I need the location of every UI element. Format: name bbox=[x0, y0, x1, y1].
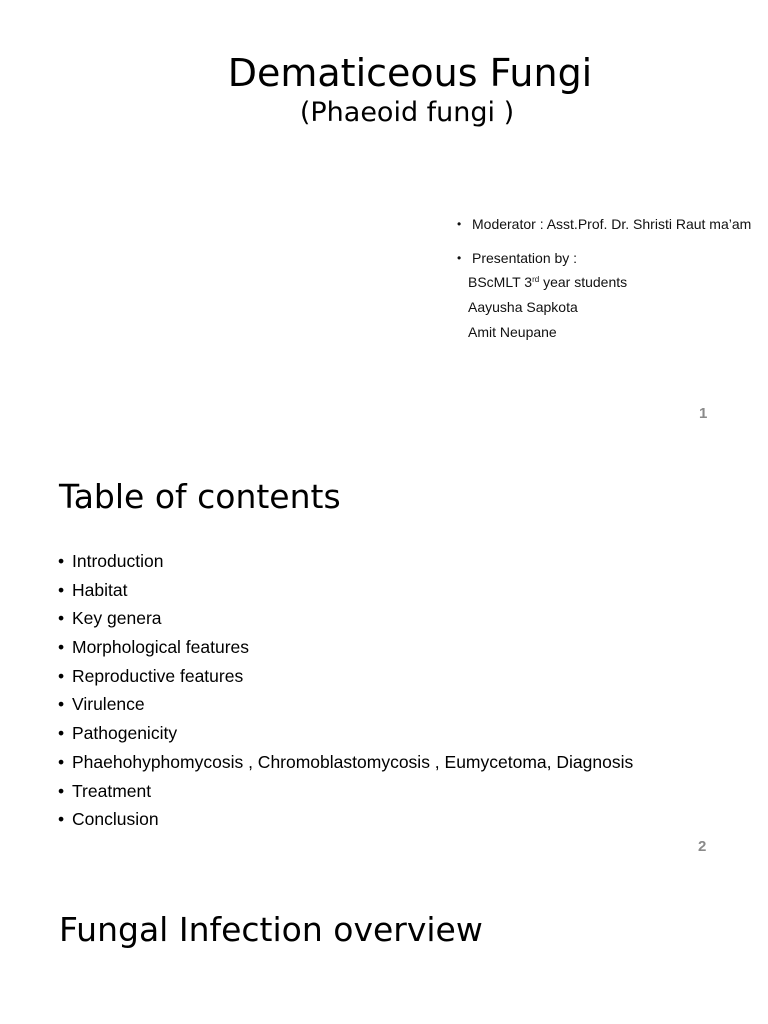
toc-list bbox=[58, 547, 633, 834]
group-superscript: rd bbox=[532, 275, 540, 284]
group-prefix: BScMLT 3 bbox=[468, 274, 533, 290]
presented-by-line: • Presentation by : bbox=[456, 246, 768, 270]
toc-title: Table of contents bbox=[59, 477, 341, 516]
toc-item: • Habitat bbox=[58, 576, 633, 605]
toc-item: • Morphological features bbox=[58, 633, 633, 662]
group-suffix: year students bbox=[539, 274, 628, 290]
toc-item: • Introduction bbox=[58, 547, 633, 576]
toc-item: • Key genera bbox=[58, 604, 633, 633]
toc-item: • Pathogenicity bbox=[58, 719, 633, 748]
toc-item: • Reproductive features bbox=[58, 662, 633, 691]
slide1-subtitle: (Phaeoid fungi ) bbox=[299, 97, 515, 128]
student-name-2: Amit Neupane bbox=[468, 324, 557, 340]
slide2-page-number: 2 bbox=[698, 838, 707, 855]
moderator-line: • Moderator : Asst.Prof. Dr. Shristi Raut ma’am bbox=[456, 212, 768, 236]
toc-item: • Treatment bbox=[58, 777, 633, 806]
student-name-1: Aayusha Sapkota bbox=[468, 299, 578, 315]
toc-item: • Phaehohyphomycosis , Chromoblastomycosis , Eumycetoma, Diagnosis bbox=[58, 748, 633, 777]
credits-block bbox=[456, 212, 768, 345]
student-group-line bbox=[456, 270, 768, 295]
slide3-title: Fungal Infection overview bbox=[59, 910, 483, 949]
toc-item: • Conclusion bbox=[58, 805, 633, 834]
toc-item: • Virulence bbox=[58, 690, 633, 719]
slide1-page-number: 1 bbox=[699, 405, 708, 422]
slide1-title: Dematiceous Fungi bbox=[227, 51, 593, 95]
